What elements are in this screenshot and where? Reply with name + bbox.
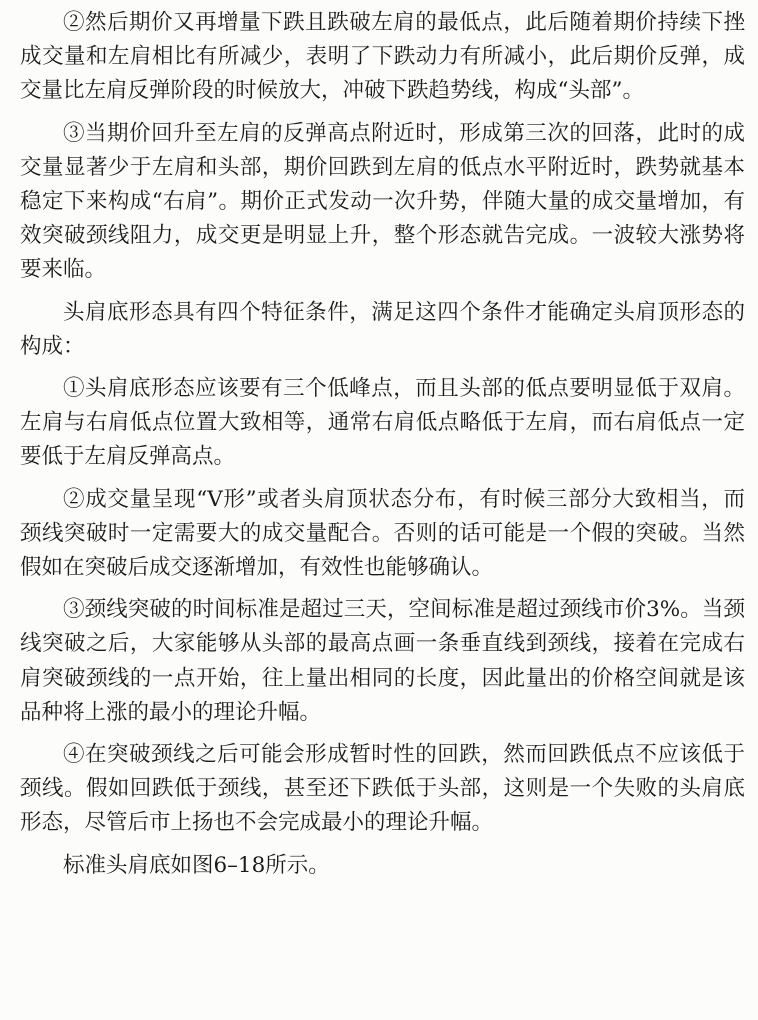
paragraph-condition-3: ③颈线突破的时间标准是超过三天，空间标准是超过颈线市价3%。当颈线突破之后，大家能够从头部的最高点画一条垂直线到颈线，接着在完成右肩突破颈线的一点开始，往上量出相同的长度，因此量出的价格空间就是该品种将上涨的最小的理论升幅。 — [20, 597, 745, 725]
paragraph-four-conditions-intro: 头肩底形态具有四个特征条件，满足这四个条件才能确定头肩顶形态的构成： — [20, 299, 745, 359]
body-text — [20, 0, 745, 891]
paragraph-condition-2: ②成交量呈现“V形”或者头肩顶状态分布，有时候三部分大致相当，而颈线突破时一定需要大的成交量配合。否则的话可能是一个假的突破。当然假如在突破后成交逐渐增加，有效性也能够确认。 — [20, 486, 745, 581]
paragraph-condition-4: ④在突破颈线之后可能会形成暂时性的回跌，然而回跌低点不应该低于颈线。假如回跌低于颈线，甚至还下跌低于头部，这则是一个失败的头肩底形态，尽管后市上扬也不会完成最小的理论升幅。 — [20, 742, 745, 836]
paragraph-head-formation: ②然后期价又再增量下跌且跌破左肩的最低点，此后随着期价持续下挫成交量和左肩相比有所减少，表明了下跌动力有所减小，此后期价反弹，成交量比左肩反弹阶段的时候放大，冲破下跌趋势线，构成“头部”。 — [20, 10, 745, 104]
paragraph-condition-1: ①头肩底形态应该要有三个低峰点，而且头部的低点要明显低于双肩。左肩与右肩低点位置大致相等，通常右肩低点略低于左肩，而右肩低点一定要低于左肩反弹高点。 — [20, 376, 745, 470]
figure-reference: 标准头肩底如图6–18所示。 — [63, 852, 330, 878]
paragraph-right-shoulder: ③当期价回升至左肩的反弹高点附近时，形成第三次的回落，此时的成交量显著少于左肩和头部，期价回跌到左肩的低点水平附近时，跌势就基本稳定下来构成“右肩”。期价正式发动一次升势，伴随大量的成交量增加，有效突破颈线阻力，成交更是明显上升，整个形态就告完成。一波较大涨势将要来临。 — [20, 120, 745, 283]
